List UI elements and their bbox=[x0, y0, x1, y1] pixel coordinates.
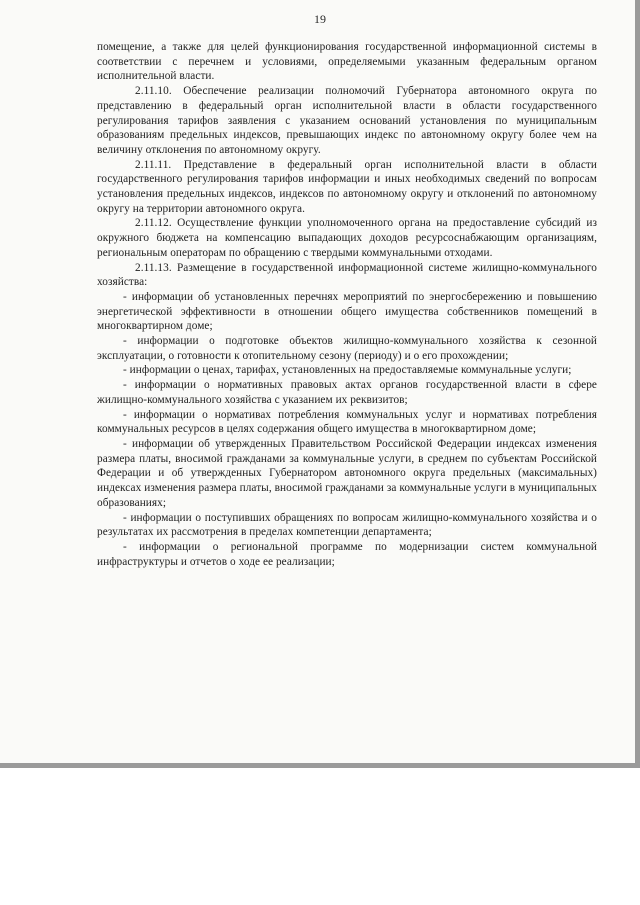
paragraph-2-11-12: 2.11.12. Осуществление функции уполномоченного органа на предоставление субсидий из окружного бюджета на компенсацию выпадающих доходов ресурсоснабжающим организациям, региональным операторам по обращению с твердыми коммунальными отходами. bbox=[97, 217, 597, 259]
list-item: - информации о ценах, тарифах, установленных на предоставляемые коммунальные услуги; bbox=[123, 364, 572, 377]
page-number: 19 bbox=[314, 12, 326, 26]
paragraph-2-11-13: 2.11.13. Размещение в государственной информационной системе жилищно-коммунального хозяйства: bbox=[97, 261, 597, 289]
list-item: - информации о нормативах потребления коммунальных услуг и нормативах потребления коммунальных ресурсов в целях содержания общего имущества в многоквартирном доме; bbox=[97, 408, 597, 436]
document-body bbox=[97, 40, 597, 569]
paragraph-2-11-10: 2.11.10. Обеспечение реализации полномочий Губернатора автономного округа по представлению в федеральный орган исполнительной власти в области государственного регулирования тарифов заявления с указанием оснований установления по муниципальным образованиям предельных индексов, превышающих индекс по автономному округу более чем на величину отклонения по автономному округу. bbox=[97, 85, 597, 156]
paragraph-continuation: помещение, а также для целей функционирования государственной информационной системы в соответствии с перечнем и условиями, определяемыми указанным федеральным органом исполнительной власти. bbox=[97, 41, 597, 83]
list-item: - информации об утвержденных Правительством Российской Федерации индексах изменения размера платы, вносимой гражданами за коммунальные услуги, в среднем по субъектам Российской Федерации и об утвержденных Губернатором автономного округа предельных (максимальных) индексах изменения размера платы, вносимой гражданами за коммунальные услуги в муниципальных образованиях; bbox=[97, 437, 597, 509]
list-item: - информации о региональной программе по модернизации систем коммунальной инфраструктуры и отчетов о ходе ее реализации; bbox=[97, 540, 597, 568]
paragraph-2-11-11: 2.11.11. Представление в федеральный орган исполнительной власти в области государственного регулирования тарифов информации и иных необходимых сведений по вопросам установления предельных индексов, индексов по автономному округу и отклонений по автономному округу на территории автономного округа. bbox=[97, 158, 597, 215]
blank-area bbox=[0, 768, 640, 905]
list-item: - информации о подготовке объектов жилищно-коммунального хозяйства к сезонной эксплуатации, о готовности к отопительному сезону (периоду) и о его прохождении; bbox=[97, 335, 597, 362]
list-item: - информации о нормативных правовых актах органов государственной власти в сфере жилищно-коммунального хозяйства с указанием их реквизитов; bbox=[97, 379, 597, 406]
list-item: - информации об установленных перечнях мероприятий по энергосбережению и повышению энергетической эффективности в отношении общего имущества собственников помещений в многоквартирном доме; bbox=[97, 290, 597, 333]
list-item: - информации о поступивших обращениях по вопросам жилищно-коммунального хозяйства и о результатах их рассмотрения в пределах компетенции департамента; bbox=[97, 511, 597, 539]
